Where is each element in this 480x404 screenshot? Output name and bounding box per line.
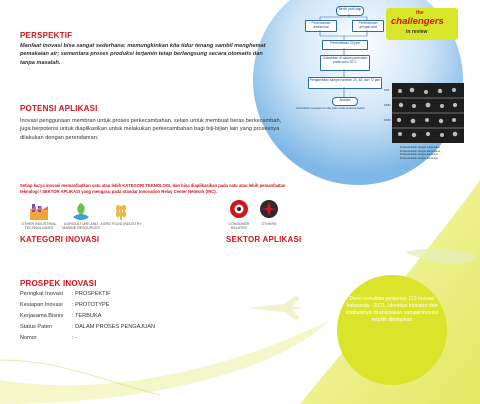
flow-caption: Gambar/foto pengujian inovasi pada media perkecambahan bbox=[296, 107, 365, 110]
logo-line-2: challengers bbox=[391, 16, 444, 27]
photo-legend-item: Perkecambahan dengan alat ketiga bbox=[400, 156, 438, 160]
flow-start: Benih padi siap bbox=[336, 6, 364, 16]
perspektif-title: PERSPEKTIF bbox=[20, 31, 73, 40]
photo-label-2: RKB2 bbox=[384, 104, 391, 107]
flow-end: Analisis bbox=[332, 97, 358, 106]
prospek-value: : PROSPEKTIF bbox=[72, 291, 111, 297]
category-label-agriculture: AGRICULTURE AND MARINE RESOURCES bbox=[62, 222, 100, 231]
flow-left: Perendaman tradisional bbox=[305, 20, 337, 32]
prospek-title: PROSPEK INOVASI bbox=[20, 279, 97, 288]
prospek-row bbox=[20, 302, 110, 308]
prospek-value: : PROTOTYPE bbox=[72, 302, 110, 308]
fish-plant-icon bbox=[70, 200, 92, 222]
prospek-key: Kerjasama Bisnis bbox=[20, 313, 64, 319]
category-note: Setiap karya inovasi memanfaatkan satu atau lebih KATEGORI TEKNOLOGI, dan bisa diaplikasikan pada satu atau lebih pemanfaatan teknologi / SEKTOR APLIKASI yang mengacu pada standar Innovation Relay Center Network (IRC). bbox=[20, 183, 286, 194]
sektor-title: SEKTOR APLIKASI bbox=[226, 235, 302, 244]
flow-rest: Didiamkan di dalam perendam pada suhu 30°C bbox=[320, 55, 370, 71]
factory-icon bbox=[28, 200, 50, 222]
prospek-key: Status Paten bbox=[20, 324, 53, 330]
photo-legend-item: Perkecambahan dengan media biasa bbox=[400, 146, 440, 149]
wheat-icon bbox=[110, 200, 132, 222]
flow-pick: Pengambilan sampel setelah 24, 48, dan 72 jam bbox=[308, 77, 382, 89]
photo-legend bbox=[400, 146, 480, 160]
flow-mid: Perendaman 24 jam bbox=[322, 40, 368, 50]
flow-right: Perendaman dengan alat bbox=[352, 20, 384, 32]
others-icon bbox=[258, 198, 280, 220]
photo-legend-item: Perkecambahan dengan alat kedua bbox=[400, 153, 438, 157]
sprout-photo-grid bbox=[392, 83, 464, 143]
category-label-industrial: OTHER INDUSTRIAL TECHNOLOGIES bbox=[21, 222, 57, 231]
photo-label-3: RKB3 bbox=[384, 119, 391, 122]
kategori-title: KATEGORI INOVASI bbox=[20, 235, 100, 244]
prospek-value: : TERBUKA bbox=[72, 313, 102, 319]
logo-line-3: in review bbox=[406, 29, 428, 35]
logo-line-1: the bbox=[416, 10, 424, 16]
prospek-row bbox=[20, 291, 111, 297]
sector-label-consumer: CONSUMER RELATED bbox=[228, 222, 250, 231]
prospek-key: Nomor bbox=[20, 335, 37, 341]
potensi-text: Inovasi penggunaan membran untuk proses perkecambahan, selain untuk membuat beras berkecambah, juga berpotensi untuk diaplikasikan untuk melakukan perkecambahan bagi biji-bijian lain yang prosesnya dilakukan dengan perendaman. bbox=[20, 118, 282, 141]
disclaimer-circle bbox=[337, 275, 447, 385]
prospek-row bbox=[20, 324, 155, 330]
disclaimer-text: Demi netralitas penjurian 113 Inovasi Indonesia - 2021, Identitas inovator dan institusinya dirahasiakan sampai inovasi terpilih ditetapkan bbox=[345, 296, 439, 323]
prospek-key: Kesiapan Inovasi bbox=[20, 302, 63, 308]
photo-legend-item: Perkecambahan dengan alat pertama bbox=[400, 149, 441, 153]
airplane-icon bbox=[244, 292, 304, 322]
prospek-key: Peringkat Inovasi bbox=[20, 291, 63, 297]
prospek-row bbox=[20, 335, 77, 341]
sector-label-others: OTHERS bbox=[261, 222, 277, 226]
photo-label-1: RKB bbox=[384, 89, 390, 92]
perspektif-text: Manfaat inovasi bisa sangat sederhana: memungkinkan kita tidur tenang sambil menghemat pemakaian air; sementara proses produksi terjamin tetap berlangsung secara otomatis dan tanpa masalah. bbox=[20, 43, 266, 66]
prospek-value: : DALAM PROSES PENGAJUAN bbox=[72, 324, 155, 330]
consumer-icon bbox=[228, 198, 250, 220]
sprout-photos bbox=[392, 83, 464, 143]
prospek-row bbox=[20, 313, 101, 319]
category-label-agrofood: AGRO FOOD INDUSTRY bbox=[100, 222, 142, 226]
potensi-title: POTENSI APLIKASI bbox=[20, 104, 98, 113]
prospek-value: : - bbox=[72, 335, 77, 341]
